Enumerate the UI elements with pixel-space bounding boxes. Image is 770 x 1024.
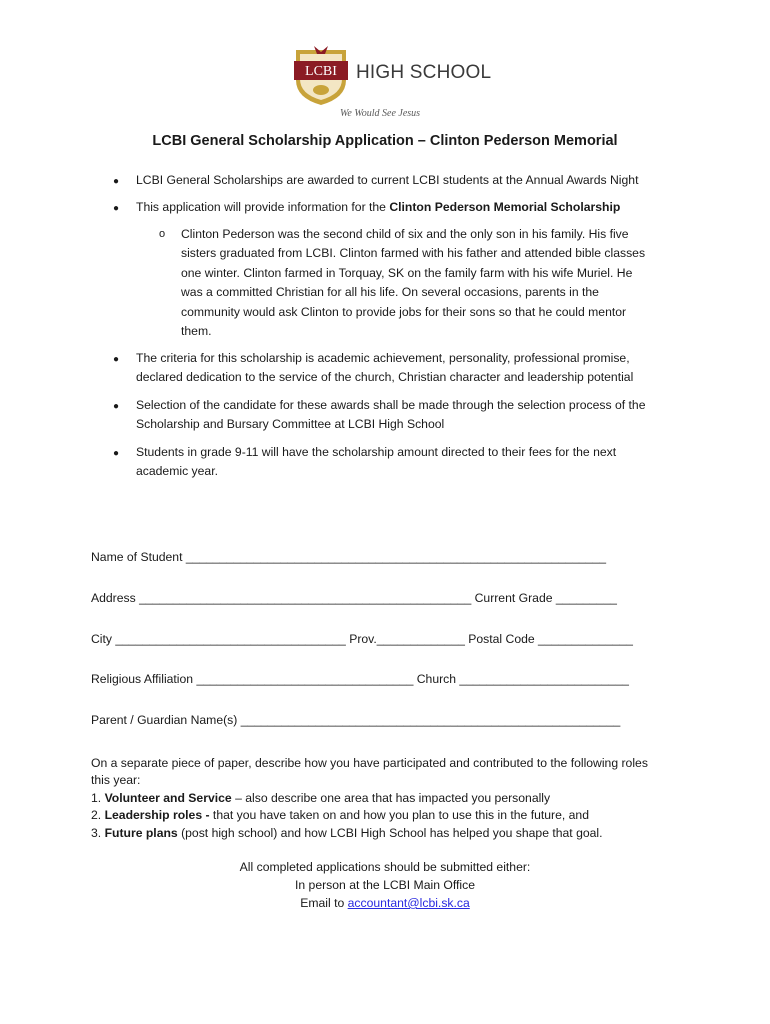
- essay-instructions: [91, 755, 691, 842]
- city-prov-postal-field[interactable]: City __________________________________ Prov._____________ Postal Code ______________: [91, 632, 633, 646]
- scholarship-name: Clinton Pederson Memorial Scholarship: [389, 200, 621, 214]
- bullet-marker: ●: [113, 203, 120, 214]
- crest-icon: [292, 44, 350, 106]
- bullet-line: Selection of the candidate for these awards shall be made through the selection process of the: [136, 398, 646, 412]
- sub-bullet-marker: o: [159, 228, 166, 240]
- bullet-line: Students in grade 9-11 will have the scholarship amount directed to their fees for the next: [136, 445, 617, 459]
- bullet-line: The criteria for this scholarship is academic achievement, personality, professional promise,: [136, 351, 630, 365]
- religion-church-field[interactable]: Religious Affiliation ________________________________ Church _________________________: [91, 672, 629, 686]
- bullet-marker: ●: [113, 354, 120, 365]
- bullet-text: This application will provide information for the: [136, 200, 390, 214]
- submission-line: All completed applications should be submitted either:: [239, 860, 531, 874]
- bio-line: community would ask Clinton to provide jobs for their sons so that he could mentor: [181, 304, 627, 319]
- submission-info: [0, 858, 770, 912]
- bullet-criteria: [136, 349, 686, 388]
- school-name: HIGH SCHOOL: [356, 62, 492, 83]
- bullet-grade-fees: [136, 443, 686, 482]
- role-item-future-plans: 3. Future plans (post high school) and how LCBI High School has helped you shape that goal.: [91, 825, 603, 840]
- bio-line: them.: [181, 324, 212, 339]
- role-item-leadership: 2. Leadership roles - that you have taken on and how you plan to use this in the future, and: [91, 808, 589, 823]
- student-name-field[interactable]: Name of Student ______________________________________________________________: [91, 550, 607, 564]
- instructions-intro: On a separate piece of paper, describe how you have participated and contributed to the following roles: [91, 756, 648, 770]
- clinton-biography: [181, 225, 681, 341]
- page-title: LCBI General Scholarship Application – Clinton Pederson Memorial: [152, 133, 618, 149]
- address-grade-field[interactable]: Address _________________________________________________ Current Grade _________: [91, 591, 617, 605]
- bullet-line: academic year.: [136, 464, 218, 479]
- submission-email-line: Email to accountant@lcbi.sk.ca: [300, 896, 470, 910]
- bullet-marker: ●: [113, 176, 120, 187]
- bullet-application-info: [136, 198, 686, 217]
- bullet-selection: [136, 396, 686, 435]
- bio-line: sisters graduated from LCBI. Clinton farmed with his father and attended bible classes: [181, 246, 646, 261]
- bullet-marker: ●: [113, 401, 120, 412]
- parent-guardian-field[interactable]: Parent / Guardian Name(s) ________________________________________________________: [91, 713, 621, 727]
- bullet-line: declared dedication to the service of the church, Christian character and leadership potential: [136, 370, 634, 385]
- school-motto: We Would See Jesus: [340, 108, 421, 119]
- svg-text:LCBI: LCBI: [305, 64, 337, 79]
- email-link[interactable]: accountant@lcbi.sk.ca: [347, 896, 470, 910]
- instructions-intro: this year:: [91, 773, 141, 788]
- bio-line: one winter. Clinton farmed in Torquay, SK on the family farm with his wife Muriel. He: [181, 265, 633, 280]
- bullet-line: Scholarship and Bursary Committee at LCBI High School: [136, 417, 445, 432]
- bullet-marker: ●: [113, 448, 120, 459]
- role-item-volunteer: 1. Volunteer and Service – also describe one area that has impacted you personally: [91, 790, 551, 805]
- school-logo: [292, 44, 492, 124]
- submission-line: In person at the LCBI Main Office: [295, 878, 475, 892]
- bullet-awards-night: LCBI General Scholarships are awarded to current LCBI students at the Annual Awards Night: [136, 173, 639, 187]
- bio-line: was a committed Christian for all his life. On several occasions, parents in the: [181, 285, 599, 300]
- bio-line: Clinton Pederson was the second child of six and the only son in his family. His five: [181, 227, 629, 241]
